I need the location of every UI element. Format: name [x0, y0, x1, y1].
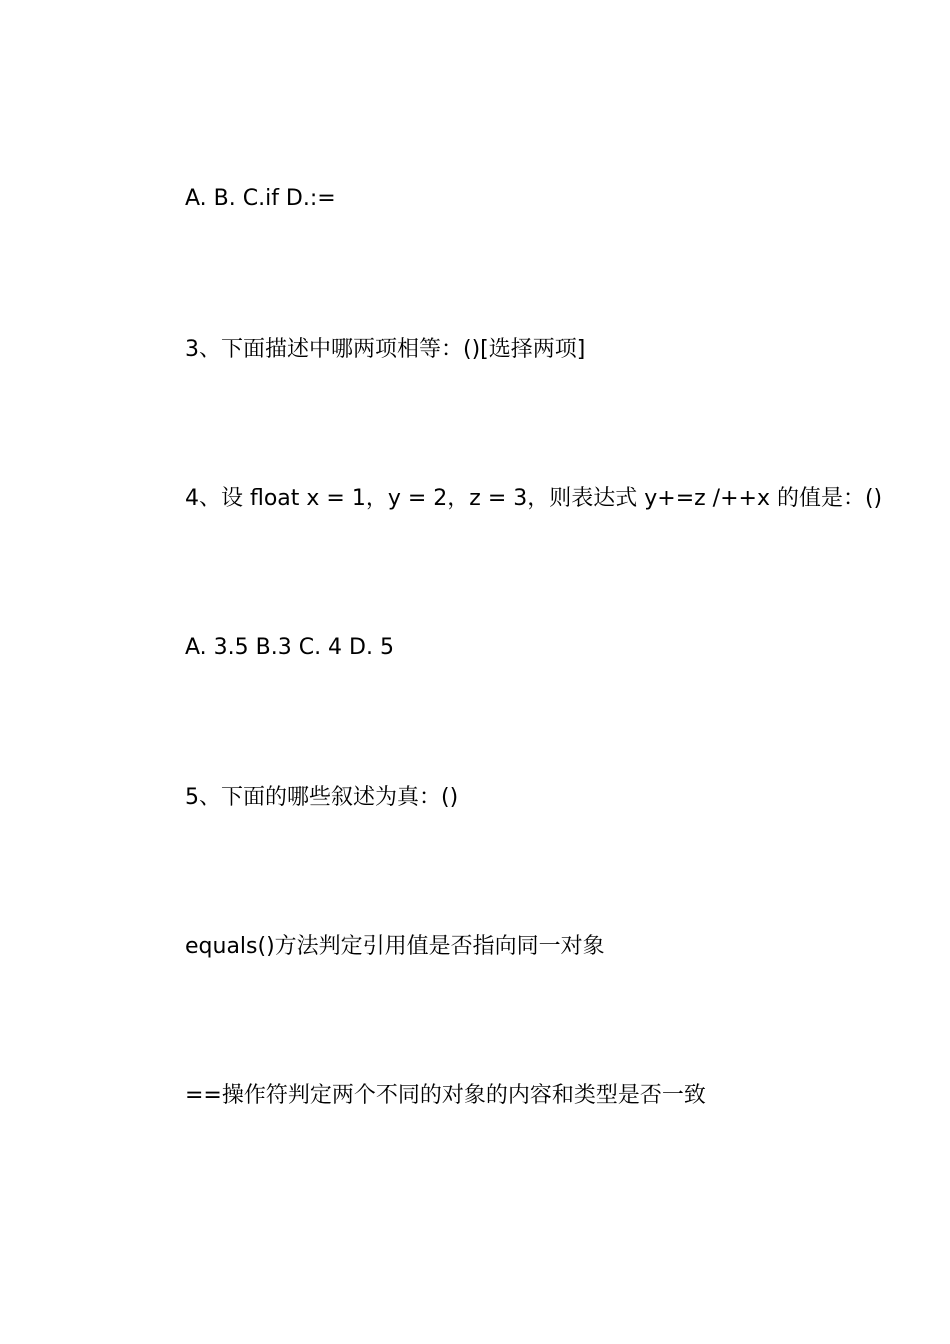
statement-equals-method: equals()方法判定引用值是否指向同一对象 [185, 934, 605, 959]
question-4-text: 4、设 float x = 1，y = 2，z = 3，则表达式 y+=z /++x 的值是：() [185, 486, 883, 511]
statement-equality-operator: ==操作符判定两个不同的对象的内容和类型是否一致 [185, 1083, 706, 1108]
question-5-text: 5、下面的哪些叙述为真：() [185, 785, 459, 810]
question-3-text: 3、下面描述中哪两项相等：()[选择两项] [185, 337, 586, 362]
answer-options-line-2: A. 3.5 B.3 C. 4 D. 5 [185, 635, 394, 660]
answer-options-line-1: A. B. C.if D.:= [185, 186, 336, 211]
